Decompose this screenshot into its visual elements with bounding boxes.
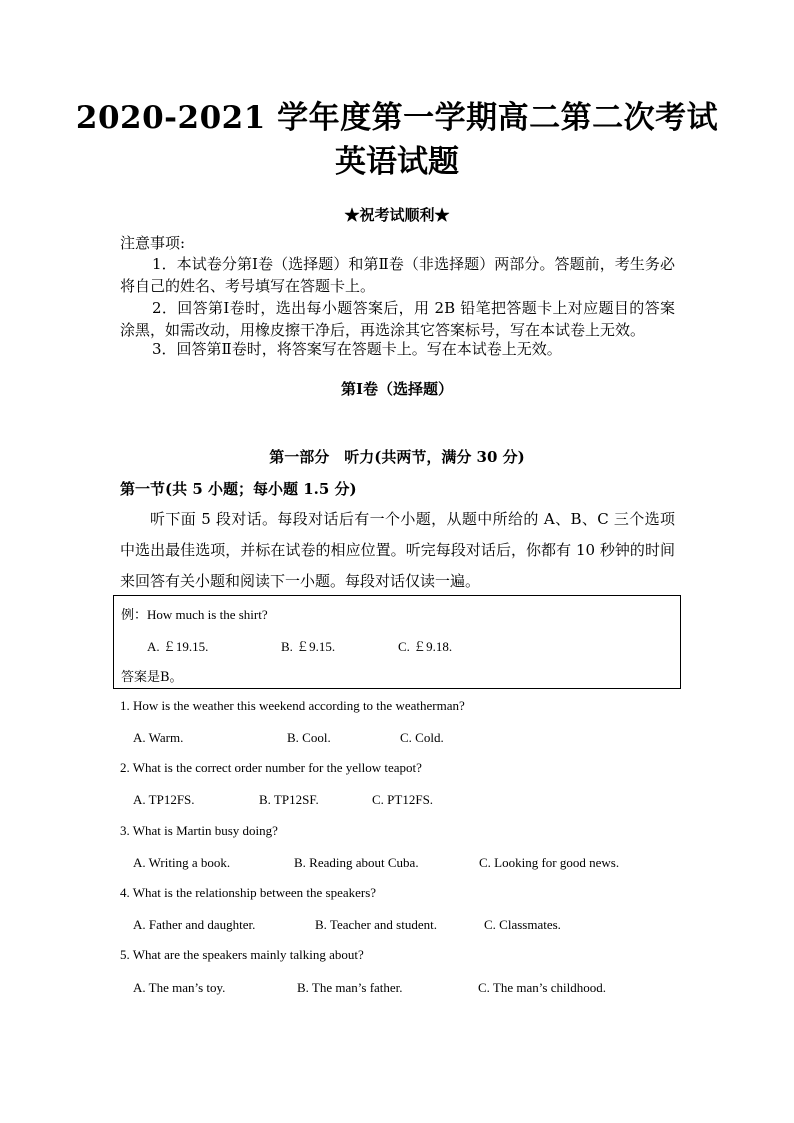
part-1-heading: 第一部分 听力(共两节，满分 30 分) bbox=[269, 448, 525, 466]
notice-item-1: 1．本试卷分第Ⅰ卷（选择题）和第Ⅱ卷（非选择题）两部分。答题前，考生务必将自己的姓名、考号填写在答题卡上。 bbox=[120, 255, 675, 295]
volume-1-heading: 第Ⅰ卷（选择题） bbox=[340, 380, 454, 398]
example-question: 例：How much is the shirt? bbox=[121, 607, 268, 622]
notice-item-3: 3．回答第Ⅱ卷时，将答案写在答题卡上。写在本试卷上无效。 bbox=[152, 340, 562, 358]
question-2: 2. What is the correct order number for the yellow teapot? bbox=[120, 760, 422, 775]
notice-title: 注意事项: bbox=[120, 234, 186, 252]
q3-option-b: B. Reading about Cuba. bbox=[294, 855, 419, 870]
example-answer: 答案是B。 bbox=[121, 670, 183, 685]
question-5: 5. What are the speakers mainly talking about? bbox=[120, 947, 364, 962]
q5-option-c: C. The man’s childhood. bbox=[478, 980, 606, 995]
listening-instructions: 听下面 5 段对话。每段对话后有一个小题，从题中所给的 A、B、C 三个选项中选出最佳选项，并标在试卷的相应位置。听完每段对话后，你都有 10 秒钟的时间来回答有关小题和阅读下一小题。每段对话仅读一遍。 bbox=[120, 510, 675, 590]
exam-subject: 英语试题 bbox=[335, 144, 459, 180]
q2-option-a: A. TP12FS. bbox=[133, 792, 195, 807]
q2-option-b: B. TP12SF. bbox=[259, 792, 319, 807]
exam-title: 2020-2021 学年度第一学期高二第二次考试 bbox=[75, 100, 719, 136]
q1-option-a: A. Warm. bbox=[133, 730, 184, 745]
q3-option-c: C. Looking for good news. bbox=[479, 855, 620, 870]
q5-option-b: B. The man’s father. bbox=[297, 980, 403, 995]
good-luck-line: ★祝考试顺利★ bbox=[344, 206, 450, 224]
q3-option-a: A. Writing a book. bbox=[133, 855, 231, 870]
q1-option-b: B. Cool. bbox=[287, 730, 331, 745]
question-1: 1. How is the weather this weekend according to the weatherman? bbox=[120, 698, 465, 713]
example-option-b: B. ￡9.15. bbox=[281, 639, 336, 654]
question-4: 4. What is the relationship between the speakers? bbox=[120, 885, 377, 900]
q4-option-b: B. Teacher and student. bbox=[315, 917, 437, 932]
example-option-a: A. ￡19.15. bbox=[147, 639, 209, 654]
q4-option-a: A. Father and daughter. bbox=[133, 917, 256, 932]
example-box bbox=[113, 595, 681, 689]
notice-item-2: 2．回答第Ⅰ卷时，选出每小题答案后，用 2B 铅笔把答题卡上对应题目的答案涂黑，如需改动，用橡皮擦干净后，再选涂其它答案标号，写在本试卷上无效。 bbox=[120, 299, 675, 339]
section-1-heading: 第一节(共 5 小题；每小题 1.5 分) bbox=[120, 480, 357, 498]
q4-option-c: C. Classmates. bbox=[484, 917, 561, 932]
q2-option-c: C. PT12FS. bbox=[372, 792, 434, 807]
example-option-c: C. ￡9.18. bbox=[398, 639, 453, 654]
question-3: 3. What is Martin busy doing? bbox=[120, 823, 278, 838]
q5-option-a: A. The man’s toy. bbox=[133, 980, 226, 995]
q1-option-c: C. Cold. bbox=[400, 730, 444, 745]
